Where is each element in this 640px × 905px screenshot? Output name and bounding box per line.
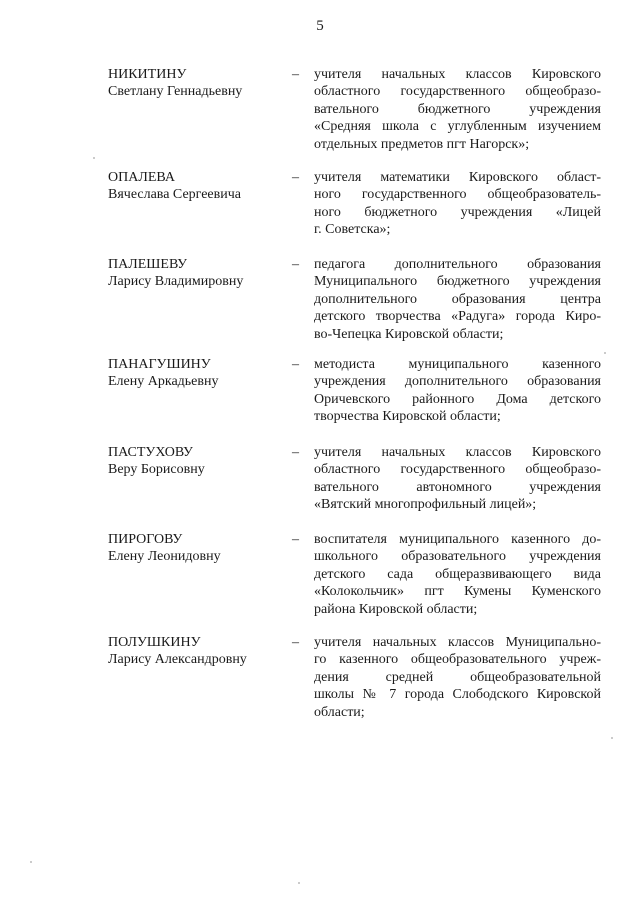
description-line: Муниципального бюджетного учреждения	[314, 274, 601, 290]
description-line: методиста муниципального казенного	[314, 357, 601, 372]
description-line: учителя начальных классов Кировского	[314, 67, 601, 82]
description-line: Оричевского районного Дома детского	[314, 391, 601, 407]
position-description	[314, 66, 601, 153]
person-name	[108, 256, 283, 291]
position-description	[314, 531, 601, 618]
description-line: ного государственного общеобразователь-	[314, 187, 601, 203]
position-description	[314, 634, 601, 721]
description-line: «Средняя школа с углубленным изучением	[314, 119, 601, 135]
position-description	[314, 256, 601, 343]
person-name	[108, 356, 283, 391]
description-line: воспитателя муниципального казенного до-	[314, 532, 601, 547]
surname: ПАНАГУШИНУ	[108, 357, 211, 372]
description-line: «Колокольчик» пгт Кумены Куменского	[314, 584, 601, 600]
description-line: области;	[314, 704, 365, 720]
person-name	[108, 169, 283, 204]
person-name	[108, 444, 283, 479]
surname: ОПАЛЕВА	[108, 170, 175, 185]
description-line: учителя начальных классов Муниципально-	[314, 635, 601, 650]
position-description	[314, 444, 601, 514]
position-description	[314, 169, 601, 239]
description-line: дополнительного образования центра	[314, 291, 601, 307]
dash-separator: –	[292, 357, 299, 372]
description-line: учреждения дополнительного образования	[314, 374, 601, 390]
person-name	[108, 66, 283, 101]
description-line: дения средней общеобразовательной	[314, 669, 601, 685]
description-line: школьного образовательного учреждения	[314, 549, 601, 565]
given-names: Елену Леонидовну	[108, 549, 221, 565]
description-line: учителя начальных классов Кировского	[314, 445, 601, 460]
dash-separator: –	[292, 532, 299, 547]
scan-speck	[611, 737, 613, 739]
surname: ПИРОГОВУ	[108, 532, 183, 547]
given-names: Елену Аркадьевну	[108, 374, 219, 390]
surname: ПАЛЕШЕВУ	[108, 257, 188, 272]
dash-separator: –	[292, 170, 299, 185]
description-line: школы № 7 города Слободского Кировской	[314, 687, 601, 703]
description-line: детского творчества «Радуга» города Киро-	[314, 309, 601, 325]
given-names: Светлану Геннадьевну	[108, 84, 243, 100]
surname: ПАСТУХОВУ	[108, 445, 193, 460]
scan-speck	[93, 157, 95, 159]
given-names: Ларису Александровну	[108, 652, 247, 668]
surname: ПОЛУШКИНУ	[108, 635, 201, 650]
dash-separator: –	[292, 635, 299, 650]
scan-speck	[30, 861, 32, 863]
page-number: 5	[316, 18, 324, 34]
description-line: вательного бюджетного учреждения	[314, 101, 601, 117]
description-line: отдельных предметов пгт Нагорск»;	[314, 136, 530, 152]
description-line: «Вятский многопрофильный лицей»;	[314, 497, 537, 513]
description-line: детского сада общеразвивающего вида	[314, 566, 601, 582]
given-names: Вячеслава Сергеевича	[108, 187, 241, 203]
description-line: педагога дополнительного образования	[314, 257, 601, 272]
description-line: творчества Кировской области;	[314, 409, 501, 425]
dash-separator: –	[292, 67, 299, 82]
description-line: района Кировской области;	[314, 601, 478, 617]
description-line: областного государственного общеобразо-	[314, 84, 601, 100]
given-names: Ларису Владимировну	[108, 274, 244, 290]
dash-separator: –	[292, 445, 299, 460]
description-line: областного государственного общеобразо-	[314, 462, 601, 478]
scan-speck	[298, 882, 300, 884]
person-name	[108, 634, 283, 669]
description-line: учителя математики Кировского област-	[314, 170, 601, 185]
position-description	[314, 356, 601, 426]
description-line: вательного автономного учреждения	[314, 479, 601, 495]
surname: НИКИТИНУ	[108, 67, 187, 82]
description-line: г. Советска»;	[314, 222, 391, 238]
description-line: ного бюджетного учреждения «Лицей	[314, 204, 601, 220]
description-line: во-Чепецка Кировской области;	[314, 326, 504, 342]
dash-separator: –	[292, 257, 299, 272]
given-names: Веру Борисовну	[108, 462, 205, 478]
person-name	[108, 531, 283, 566]
description-line: го казенного общеобразовательного учреж-	[314, 652, 601, 668]
scan-speck	[604, 352, 606, 354]
